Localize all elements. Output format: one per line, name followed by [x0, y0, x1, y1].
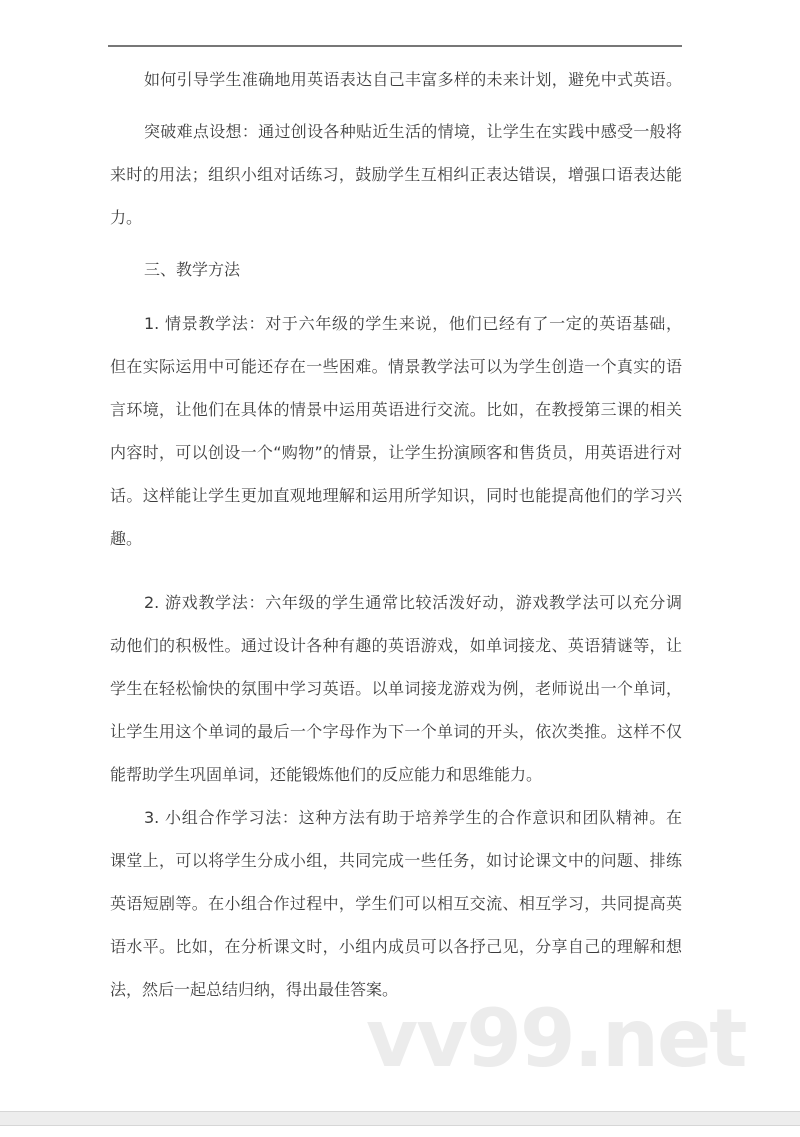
paragraph-line: 课堂上，可以将学生分成小组，共同完成一些任务，如讨论课文中的问题、排练 — [110, 851, 682, 870]
paragraph-line: 2. 游戏教学法：六年级的学生通常比较活泼好动，游戏教学法可以充分调 — [144, 593, 682, 612]
paragraph-line: 如何引导学生准确地用英语表达自己丰富多样的未来计划，避免中式英语。 — [144, 70, 682, 89]
paragraph-line: 但在实际运用中可能还存在一些困难。情景教学法可以为学生创造一个真实的语 — [110, 357, 682, 376]
paragraph-line: 内容时，可以创设一个“购物”的情景，让学生扮演顾客和售货员，用英语进行对 — [110, 443, 682, 462]
paragraph-line: 趣。 — [110, 529, 143, 548]
paragraph-line: 言环境，让他们在具体的情景中运用英语进行交流。比如，在教授第三课的相关 — [110, 400, 682, 419]
paragraph-line: 力。 — [110, 208, 143, 227]
paragraph-line: 话。这样能让学生更加直观地理解和运用所学知识，同时也能提高他们的学习兴 — [110, 486, 682, 505]
section-heading: 三、教学方法 — [144, 260, 241, 279]
paragraph-line: 让学生用这个单词的最后一个字母作为下一个单词的开头，依次类推。这样不仅 — [110, 722, 682, 741]
paragraph-line: 英语短剧等。在小组合作过程中，学生们可以相互交流、相互学习，共同提高英 — [110, 894, 682, 913]
header-rule — [108, 45, 682, 47]
page-bottom-band — [0, 1111, 800, 1126]
paragraph-line: 语水平。比如，在分析课文时，小组内成员可以各抒己见，分享自己的理解和想 — [110, 937, 682, 956]
paragraph-line: 1. 情景教学法：对于六年级的学生来说，他们已经有了一定的英语基础， — [144, 314, 682, 333]
watermark: vv99.net — [366, 992, 746, 1085]
paragraph-line: 3. 小组合作学习法：这种方法有助于培养学生的合作意识和团队精神。在 — [144, 808, 682, 827]
paragraph-line: 来时的用法；组织小组对话练习，鼓励学生互相纠正表达错误，增强口语表达能 — [110, 165, 682, 184]
paragraph-line: 学生在轻松愉快的氛围中学习英语。以单词接龙游戏为例，老师说出一个单词， — [110, 679, 682, 698]
paragraph-line: 法，然后一起总结归纳，得出最佳答案。 — [110, 980, 399, 999]
paragraph-line: 能帮助学生巩固单词，还能锻炼他们的反应能力和思维能力。 — [110, 765, 543, 784]
paragraph-line: 动他们的积极性。通过设计各种有趣的英语游戏，如单词接龙、英语猜谜等，让 — [110, 636, 682, 655]
paragraph-line: 突破难点设想：通过创设各种贴近生活的情境，让学生在实践中感受一般将 — [144, 122, 682, 141]
